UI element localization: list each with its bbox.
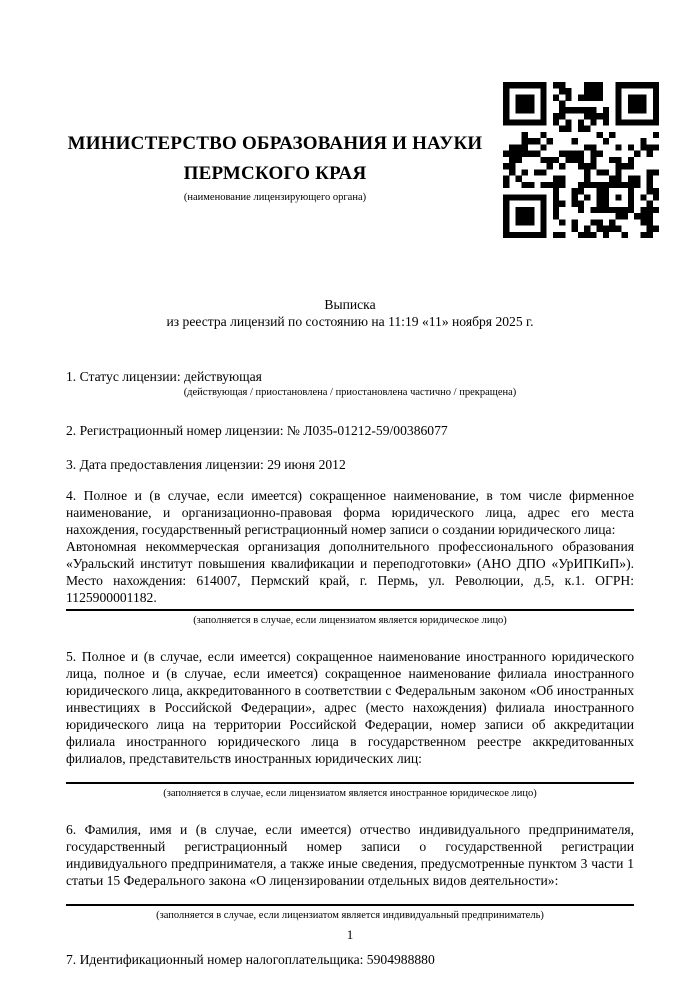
ministry-header: [66, 129, 484, 205]
section-6-question: 6. Фамилия, имя и (в случае, если имеется) отчество индивидуального предпринимателя, государственный регистрационный номер записи о государственной регистрации индивидуального предпринимателя, а также иные сведения, предусмотренные пунктом 3 части 1 статьи 15 Федерального закона «О лицензировании отдельных видов деятельности»:: [66, 822, 634, 888]
ministry-name-line1: МИНИСТЕРСТВО ОБРАЗОВАНИЯ И НАУКИ: [67, 133, 483, 154]
section-5-foreign-entity: [66, 648, 634, 801]
section-6-individual-entrepreneur: [66, 821, 634, 923]
ministry-name-line2: ПЕРМСКОГО КРАЯ: [183, 163, 367, 184]
page-number: 1: [346, 927, 354, 942]
section-6-note: (заполняется в случае, если лицензиатом является индивидуальный предприниматель): [156, 910, 544, 921]
section-5-question: 5. Полное и (в случае, если имеется) сокращенное наименование иностранного юридического лица, полное и (в случае, если имеется) сокращенное наименование филиала иностранного юридического лица, аккредитованного в соответствии с Федеральным законом «Об иностранных инвестициях в Российской Федерации», адрес (место нахождения) филиала иностранного юридического лица на территории Российской Федерации, номер записи об аккредитации филиала иностранного юридического лица в государственном реестре аккредитованных филиалов, представительств иностранных юридических лиц:: [66, 649, 634, 766]
section-4-legal-entity: [66, 487, 634, 628]
document-title: Выписка: [324, 297, 376, 312]
qr-code: [503, 82, 659, 238]
section-6-fill-line: [66, 904, 634, 906]
section-1-note: (действующая / приостановлена / приостановлена частично / прекращена): [183, 387, 517, 398]
section-3-license-date: 3. Дата предоставления лицензии: 29 июня 2012: [66, 457, 346, 472]
licensing-authority-caption: (наименование лицензирующего органа): [183, 192, 367, 203]
document-title-date: из реестра лицензий по состоянию на 11:19 «11» ноября 2025 г.: [166, 314, 534, 329]
section-4-note: (заполняется в случае, если лицензиатом является юридическое лицо): [193, 615, 507, 626]
section-2-registration-number: 2. Регистрационный номер лицензии: № Л035-01212-59/00386077: [66, 423, 448, 438]
section-6-blank-answer: [66, 889, 634, 901]
section-7-taxpayer-number: 7. Идентификационный номер налогоплательщика: 5904988880: [66, 952, 435, 967]
section-1-license-status: 1. Статус лицензии: действующая: [66, 369, 262, 384]
section-5-note: (заполняется в случае, если лицензиатом является иностранное юридическое лицо): [163, 788, 537, 799]
document-body: [66, 296, 634, 968]
section-5-blank-answer: [66, 767, 634, 779]
section-4-answer: Автономная некоммерческая организация дополнительного профессионального образования «Уральский институт повышения квалификации и переподготовки» (АНО ДПО «УрИПКиП»). Место нахождения: 614007, Пермский край, г. Пермь, ул. Революции, д.5, к.1. ОГРН: 1125900001182.: [66, 539, 634, 605]
section-4-fill-line: [66, 609, 634, 611]
section-5-fill-line: [66, 782, 634, 784]
section-4-question: 4. Полное и (в случае, если имеется) сокращенное наименование, в том числе фирменное наименование, и организационно-правовая форма юридического лица, адрес его места нахождения, государственный регистрационный номер записи о создании юридического лица:: [66, 488, 634, 537]
